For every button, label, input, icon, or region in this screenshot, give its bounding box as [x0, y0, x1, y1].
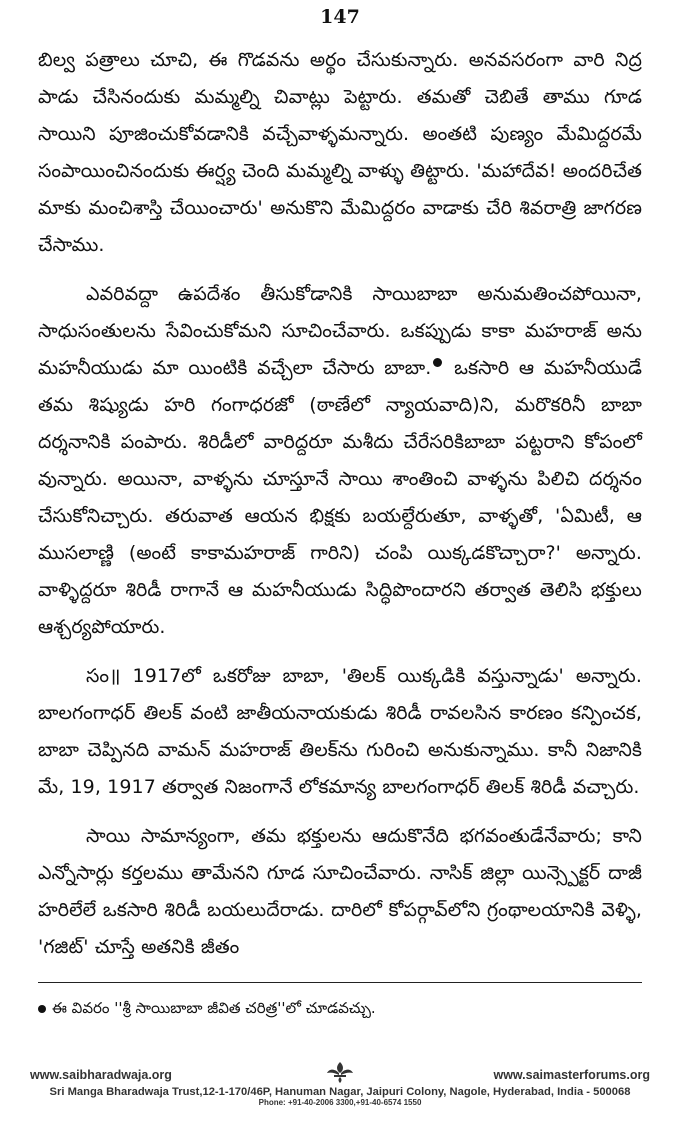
paragraph-2 — [38, 276, 642, 646]
footnote-text: ఈ వివరం ''శ్రీ సాయిబాబా జీవిత చరిత్ర''లో చూడవచ్చు. — [52, 999, 376, 1017]
paragraph-2-part-1: ఎవరివద్దా ఉపదేశం తీసుకోడానికి సాయిబాబా అనుమతించపోయినా, సాధుసంతులను సేవించుకోమని సూచించేవారు. ఒకప్పుడు కాకా మహరాజ్ అను మహనీయుడు మా యింటికి వచ్చేలా చేసారు బాబా. — [38, 283, 642, 379]
fleur-emblem-icon — [326, 1060, 354, 1084]
paragraph-2-part-2: ఒకసారి ఆ మహనీయుడే తమ శిష్యుడు హరి గంగాధరజో (ఠాణేలో న్యాయవాది)ని, మరొకరినీ బాబా దర్శనానికి పంపారు. శిరిడీలో వారిద్దరూ మశీదు చేరేసరికిబాబా పట్టరాని కోపంలో వున్నారు. అయినా, వాళ్ళను చూస్తూనే సాయి శాంతించి వాళ్ళను పిలిచి దర్శనం చేసుకోనిచ్చారు. తరువాత ఆయన భిక్షకు బయల్దేరుతూ, వాళ్ళతో, 'ఏమిటీ, ఆ ముసలాణ్ణి (అంటే కాకామహరాజ్ గారిని) చంపి యిక్కడకొచ్చారా?' అన్నారు. వాళ్ళిద్దరూ శిరిడీ రాగానే ఆ మహనీయుడు సిద్ధిపొందారని తర్వాత తెలిసి భక్తులు ఆశ్చర్యపోయారు. — [38, 357, 642, 638]
footnote-marker-icon — [433, 358, 442, 367]
footer-website-left: www.saibharadwaja.org — [30, 1068, 172, 1082]
footer-website-right: www.saimasterforums.org — [493, 1068, 650, 1082]
paragraph-4: సాయి సామాన్యంగా, తమ భక్తులను ఆదుకొనేది భగవంతుడేనేవారు; కాని ఎన్నోసార్లు కర్తలము తామేనని గూడ సూచించేవారు. నాసిక్ జిల్లా యిన్స్పెక్టర్ దాజీ హరిలేలే ఒకసారి శిరిడీ బయలుదేరాడు. దారిలో కోపర్గావ్‌లోని గ్రంథాలయానికి వెళ్ళి, 'గజిట్' చూస్తే అతనికి జీతం — [38, 825, 642, 958]
footer-website-row — [30, 1068, 650, 1084]
page-footer — [30, 1068, 650, 1107]
footer-phone: Phone: +91-40-2006 3300,+91-40-6574 1550 — [258, 1098, 422, 1107]
page-number: 147 — [320, 6, 360, 28]
footnote — [38, 996, 642, 1020]
footnote-bullet-icon — [38, 1005, 46, 1013]
footnote-divider — [38, 982, 642, 983]
paragraph-3: సం॥ 1917లో ఒకరోజు బాబా, 'తిలక్ యిక్కడికి వస్తున్నాడు' అన్నారు. బాలగంగాధర్ తిలక్ వంటి జాతీయనాయకుడు శిరిడీ రావలసిన కారణం కన్పించక, బాబా చెప్పినది వామన్ మహరాజ్ తిలక్‌ను గురించి అనుకున్నాము. కానీ నిజానికి మే, 19, 1917 తర్వాత నిజంగానే లోకమాన్య బాలగంగాధర్ తిలక్ శిరిడీ వచ్చారు. — [38, 665, 642, 798]
body-text — [38, 42, 642, 978]
footer-address: Sri Manga Bharadwaja Trust,12-1-170/46P, Hanuman Nagar, Jaipuri Colony, Nagole, Hyderabad, India - 500068 — [49, 1086, 631, 1098]
paragraph-1: బిల్వ పత్రాలు చూచి, ఈ గొడవను అర్థం చేసుకున్నారు. అనవసరంగా వారి నిద్ర పాడు చేసినందుకు మమ్మల్ని చివాట్లు పెట్టారు. తమతో చెబితే తాము గూడ సాయిని పూజించుకోవడానికి వచ్చేవాళ్ళమన్నారు. అంతటి పుణ్యం మేమిద్దరమే సంపాయించినందుకు ఈర్ష్య చెంది మమ్మల్ని వాళ్ళు తిట్టారు. 'మహాదేవ! అందరిచేత మాకు మంచిశాస్తి చేయించారు' అనుకొని మేమిద్దరం వాడాకు చేరి శివరాత్రి జాగరణ చేసాము. — [38, 49, 642, 256]
